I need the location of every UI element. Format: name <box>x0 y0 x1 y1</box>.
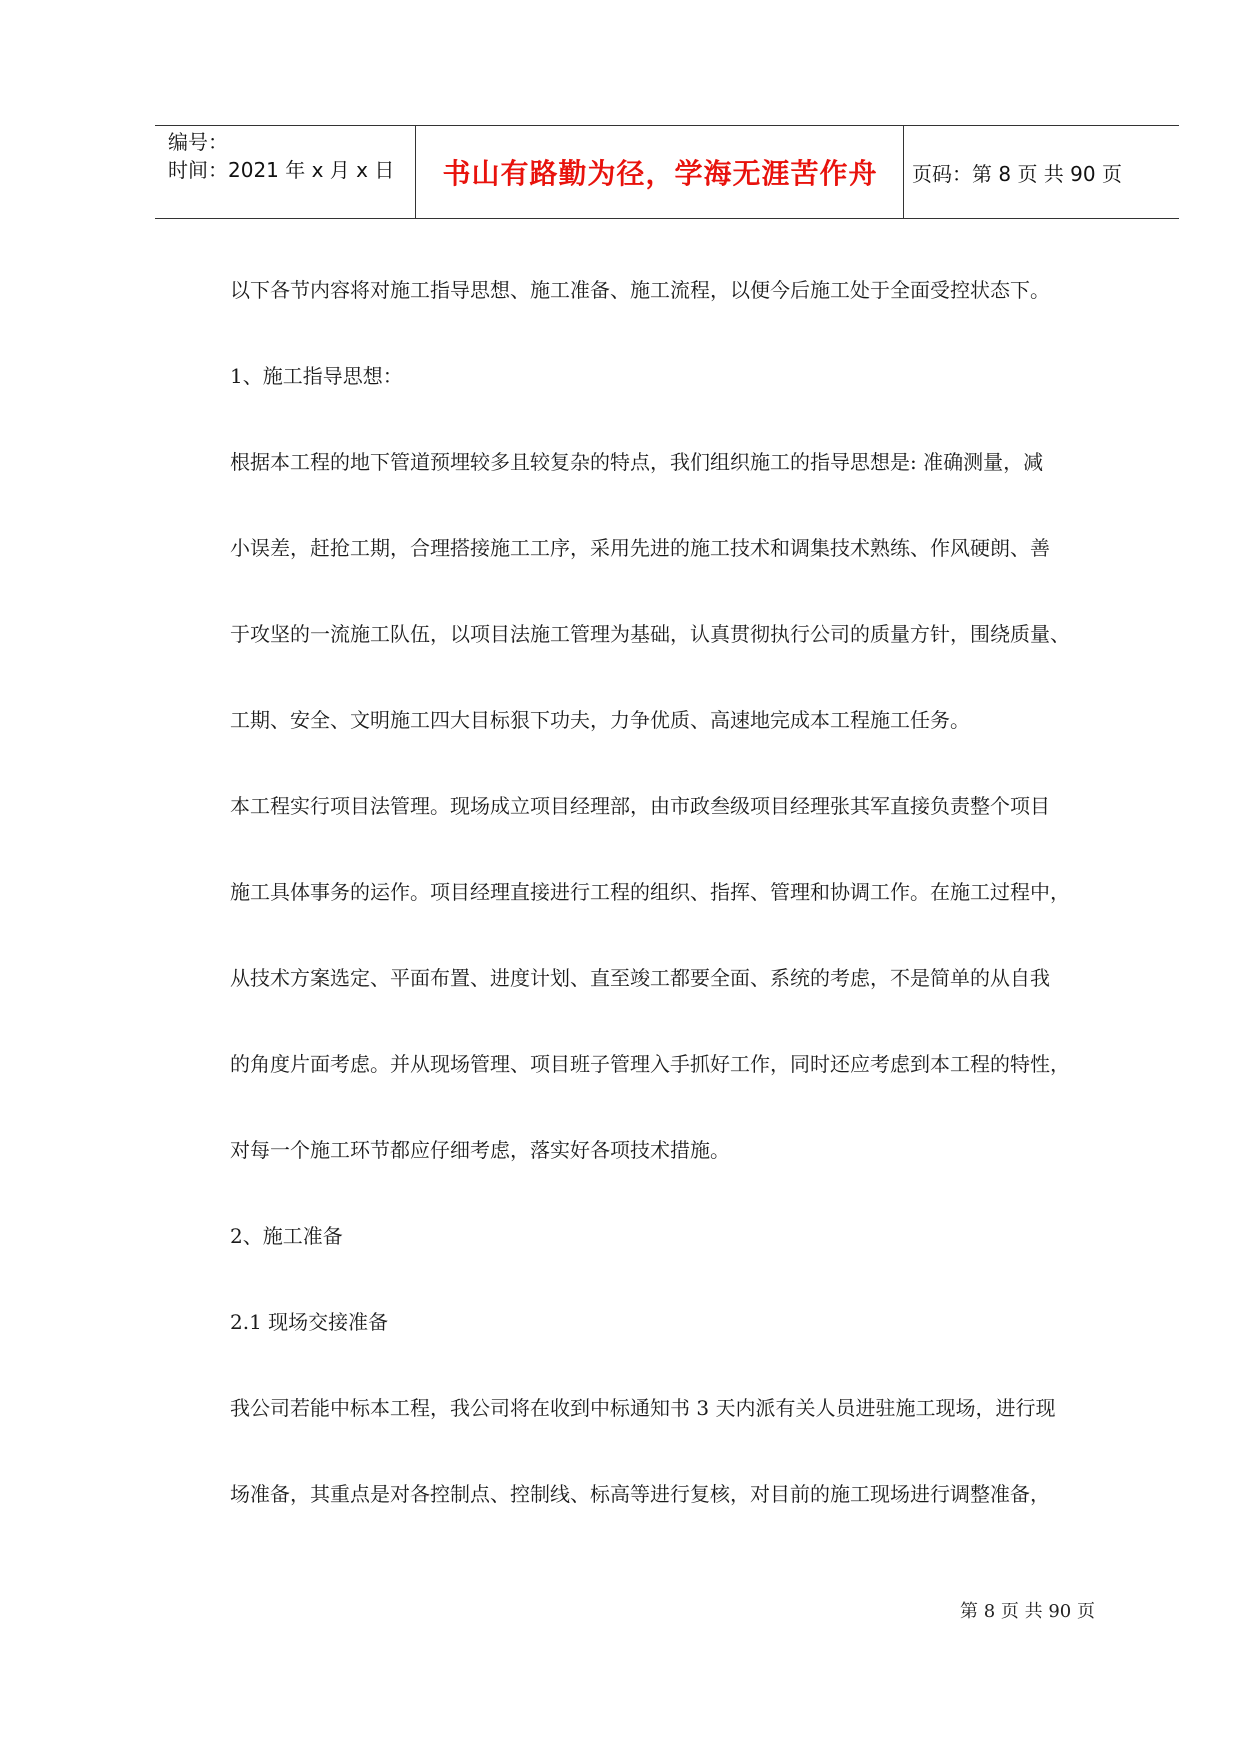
text-line: 从技术方案选定、平面布置、进度计划、直至竣工都要全面、系统的考虑，不是简单的从自我 <box>230 966 1050 990</box>
document-body <box>230 270 1110 1560</box>
text-line: 施工具体事务的运作。项目经理直接进行工程的组织、指挥、管理和协调工作。在施工过程中， <box>230 880 1070 904</box>
text-line: 以下各节内容将对施工指导思想、施工准备、施工流程，以便今后施工处于全面受控状态下。 <box>230 278 1050 302</box>
header-top-rule <box>155 125 1179 126</box>
time-label: 时间：2021 年 x 月 x 日 <box>168 158 395 182</box>
text-line: 我公司若能中标本工程，我公司将在收到中标通知书 3 天内派有关人员进驻施工现场，进行现 <box>230 1396 1056 1420</box>
text-line: 工期、安全、文明施工四大目标狠下功夫，力争优质、高速地完成本工程施工任务。 <box>230 708 970 732</box>
header-motto: 书山有路勤为径，学海无涯苦作舟 <box>442 157 878 190</box>
text-line: 于攻坚的一流施工队伍，以项目法施工管理为基础，认真贯彻执行公司的质量方针，围绕质量、 <box>230 622 1070 646</box>
text-line: 1、施工指导思想： <box>230 364 403 388</box>
text-line: 2、施工准备 <box>230 1224 343 1248</box>
text-line: 本工程实行项目法管理。现场成立项目经理部，由市政叁级项目经理张其军直接负责整个项目 <box>230 794 1050 818</box>
header-meta <box>168 128 394 184</box>
serial-label: 编号： <box>168 130 228 154</box>
text-line: 对每一个施工环节都应仔细考虑，落实好各项技术措施。 <box>230 1138 730 1162</box>
header-divider-left <box>415 125 416 218</box>
text-line: 小误差，赶抢工期，合理搭接施工工序，采用先进的施工技术和调集技术熟练、作风硬朗、善 <box>230 536 1050 560</box>
page-footer: 第 8 页 共 90 页 <box>960 1601 1095 1622</box>
text-line: 的角度片面考虑。并从现场管理、项目班子管理入手抓好工作，同时还应考虑到本工程的特性， <box>230 1052 1070 1076</box>
header-page-info: 页码：第 8 页 共 90 页 <box>912 162 1122 186</box>
text-line: 场准备，其重点是对各控制点、控制线、标高等进行复核，对目前的施工现场进行调整准备， <box>230 1482 1050 1506</box>
text-line: 根据本工程的地下管道预埋较多且较复杂的特点，我们组织施工的指导思想是: 准确测量，减 <box>230 450 1044 474</box>
header-divider-right <box>903 125 904 218</box>
text-line: 2.1 现场交接准备 <box>230 1310 389 1334</box>
header-bottom-rule <box>155 218 1179 219</box>
